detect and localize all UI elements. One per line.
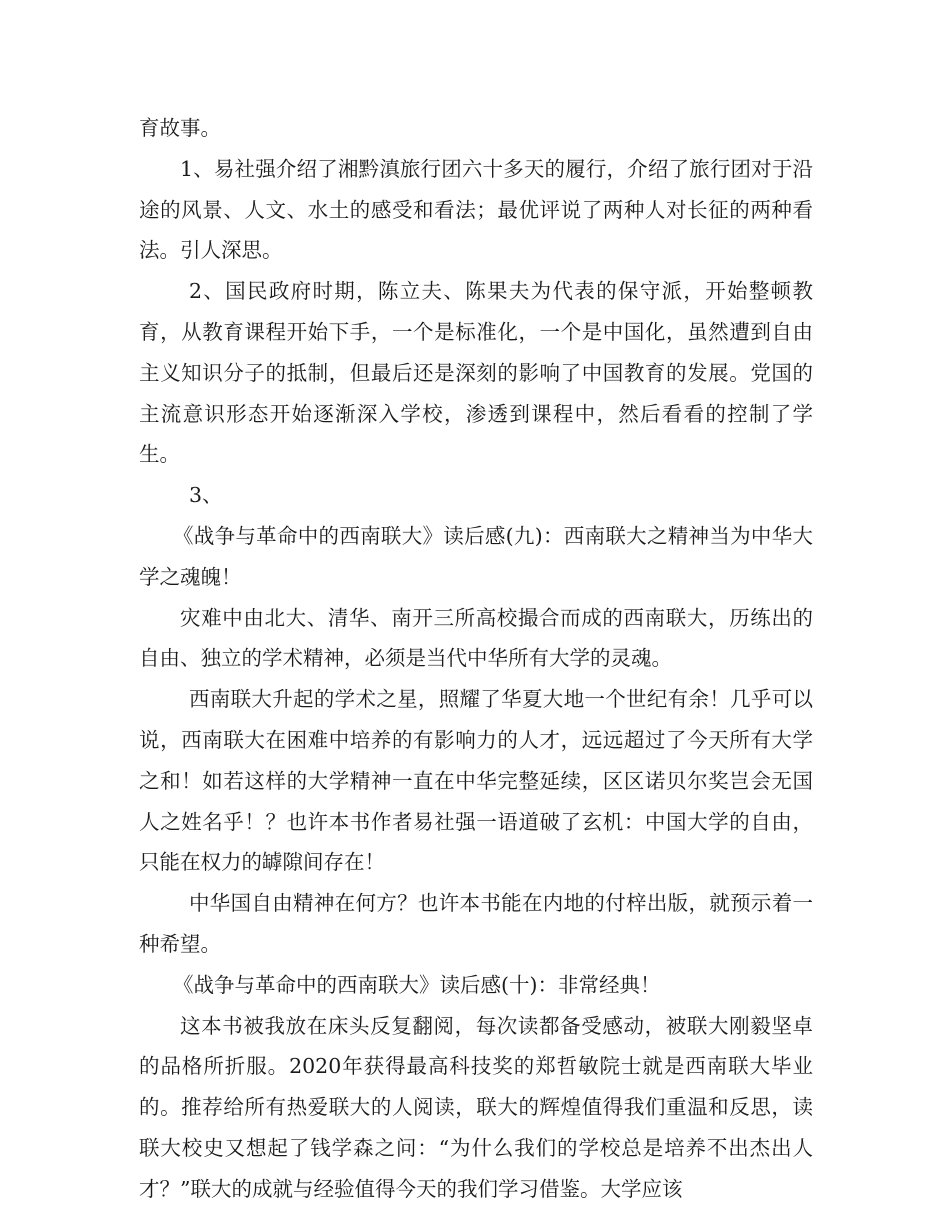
paragraph-9-2: 西南联大升起的学术之星，照耀了华夏大地一个世纪有余！几乎可以说，西南联大在困难中培养的有影响力的人才，远远超过了今天所有大学之和！如若这样的大学精神一直在中华完整延续，区区诺贝尔奖岂会无国人之姓名乎！？也许本书作者易社强一语道破了玄机：中国大学的自由，只能在权力的罅隙间存在！ [139,687,813,875]
paragraph-10-1: 这本书被我放在床头反复翻阅，每次读都备受感动，被联大刚毅坚卓的品格所折服。2020年获得最高科技奖的郑哲敏院士就是西南联大毕业的。推荐给所有热爱联大的人阅读，联大的辉煌值得我们重温和反思，读联大校史又想起了钱学森之问：“为什么我们的学校总是培养不出杰出人才？”联大的成就与经验值得今天的我们学习借鉴。大学应该 [139,1013,813,1201]
document-body [139,108,813,1210]
section-heading-10: 《战争与革命中的西南联大》读后感(十)：非常经典！ [173,972,661,997]
paragraph-9-3: 中华国自由精神在何方？也许本书能在内地的付梓出版，就预示着一种希望。 [139,891,813,956]
paragraph-point-1: 1、易社强介绍了湘黔滇旅行团六十多天的履行，介绍了旅行团对于沿途的风景、人文、水土的感受和看法；最优评说了两种人对长征的两种看法。引人深思。 [139,156,813,263]
paragraph-continuation: 育故事。 [139,116,221,140]
paragraph-point-2: 2、国民政府时期，陈立夫、陈果夫为代表的保守派，开始整顿教育，从教育课程开始下手，一个是标准化，一个是中国化，虽然遭到自由主义知识分子的抵制，但最后还是深刻的影响了中国教育的发展。党国的主流意识形态开始逐渐深入学校，渗透到课程中，然后看看的控制了学生。 [139,279,813,467]
paragraph-9-1: 灾难中由北大、清华、南开三所高校撮合而成的西南联大，历练出的自由、独立的学术精神，必须是当代中华所有大学的灵魂。 [139,605,813,671]
section-heading-9: 《战争与革命中的西南联大》读后感(九)：西南联大之精神当为中华大学之魂魄！ [139,523,813,589]
paragraph-point-3: 3、 [189,483,223,508]
